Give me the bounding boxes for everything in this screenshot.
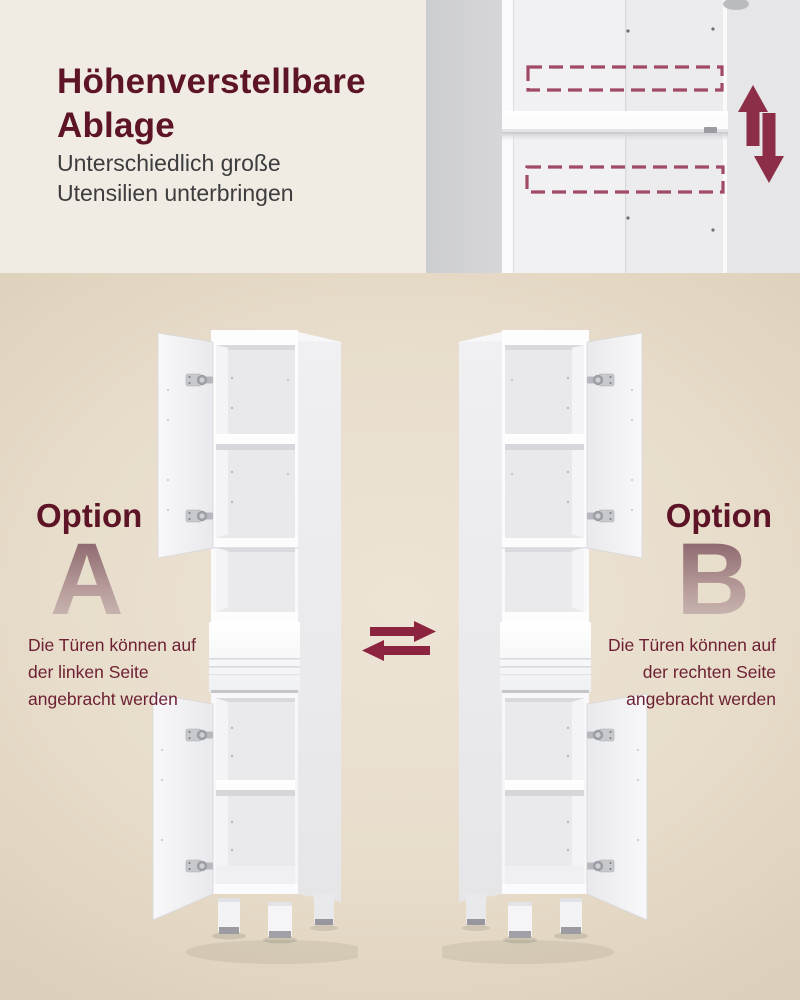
peg-hole bbox=[626, 216, 629, 219]
page-subtitle bbox=[57, 148, 294, 208]
shelf-shadow bbox=[502, 132, 728, 142]
option-b-desc-line-3: angebracht werden bbox=[626, 688, 776, 709]
photo-left-blur bbox=[426, 0, 514, 273]
page-title bbox=[57, 60, 366, 148]
option-a-block bbox=[28, 498, 213, 713]
option-b-block bbox=[581, 498, 776, 713]
subtitle-line-1: Unterschiedlich große bbox=[57, 150, 281, 176]
option-a-desc-line-2: der linken Seite bbox=[28, 661, 149, 682]
peg-hole bbox=[711, 228, 714, 231]
option-a-title: Option bbox=[36, 497, 143, 534]
option-a-letter: A bbox=[50, 538, 213, 622]
shelf-bracket bbox=[704, 127, 717, 133]
option-a-description bbox=[28, 632, 213, 713]
option-a-desc-line-3: angebracht werden bbox=[28, 688, 178, 709]
shelf-front-edge bbox=[502, 129, 728, 133]
option-a-desc-line-1: Die Türen können auf bbox=[28, 634, 196, 655]
left-right-swap-arrows-icon bbox=[358, 618, 442, 666]
title-line-1: Höhenverstellbare bbox=[57, 62, 366, 101]
option-b-description bbox=[581, 632, 776, 713]
peg-hole bbox=[626, 29, 629, 32]
options-section bbox=[0, 273, 800, 1000]
adjustable-shelf bbox=[502, 113, 728, 131]
option-b-title: Option bbox=[665, 497, 772, 534]
option-b-desc-line-2: der rechten Seite bbox=[642, 661, 776, 682]
subtitle-line-2: Utensilien unterbringen bbox=[57, 180, 294, 206]
shelf-highlight bbox=[502, 111, 728, 113]
peg-hole bbox=[711, 27, 714, 30]
option-b-desc-line-1: Die Türen können auf bbox=[608, 634, 776, 655]
shelf-closeup-photo bbox=[426, 0, 800, 273]
top-section bbox=[0, 0, 800, 273]
title-line-2: Ablage bbox=[57, 106, 175, 145]
option-b-letter: B bbox=[581, 538, 750, 622]
shelf-closeup-illustration bbox=[426, 0, 800, 273]
